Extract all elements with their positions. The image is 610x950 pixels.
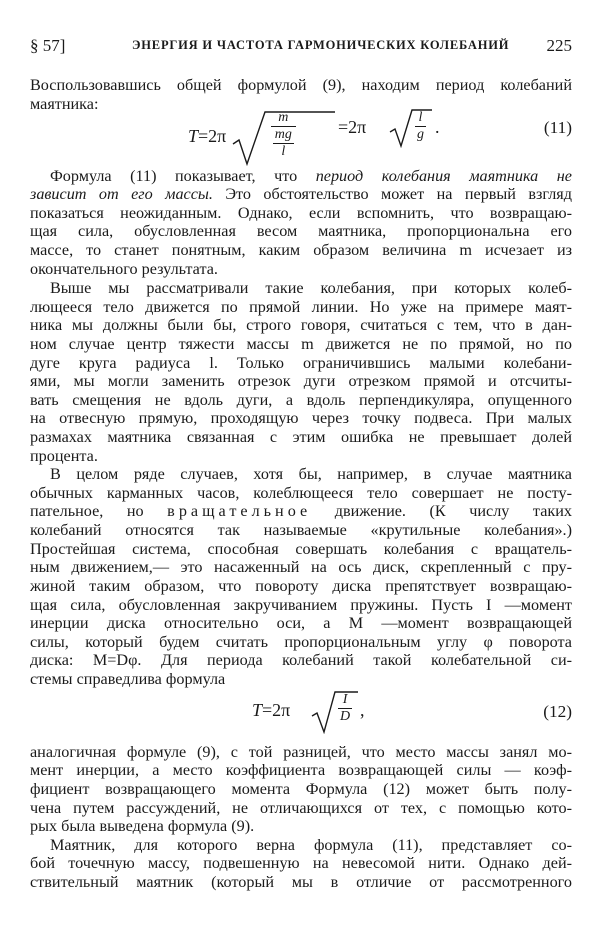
formula-symbol: =	[338, 116, 349, 137]
paragraph-line	[30, 167, 572, 186]
equation-number: (12)	[543, 702, 572, 722]
paragraph-line: инерции диска относительно оси, а M —момент возвращающей	[30, 614, 572, 633]
formula-symbol: T	[252, 700, 263, 721]
formula-symbol: l	[281, 143, 286, 159]
paragraph-line: вать смещения не вдоль дуги, а вдоль перпендикуляра, опущенного	[30, 390, 572, 409]
formula-symbol: l	[418, 110, 423, 126]
square-root	[231, 110, 335, 166]
paragraph-line: ном случае центр тяжести массы m движется не по прямой, но по	[30, 334, 572, 353]
text-run: движение. (К числу таких	[311, 502, 573, 521]
paragraph-line: мент инерции, а место коэффициента возвращающей силы — коэф-	[30, 761, 572, 780]
paragraph-line: ями, мы могли заменить отрезок дуги отрезком прямой и отсчиты-	[30, 372, 572, 391]
formula-symbol: I	[342, 692, 348, 708]
paragraph-line: аналогичная формуле (9), с той разницей, что место массы занял мо-	[30, 742, 572, 761]
paragraph-line: жиной таким образом, что повороту диска препятствует возвращаю-	[30, 576, 572, 595]
paragraph-line: на отвесную прямую, проходящую через точку подвеса. При малых	[30, 409, 572, 428]
intro-line: маятника:	[30, 94, 99, 113]
book-page	[30, 0, 572, 950]
text-run: Формула (11) показывает, что	[50, 166, 316, 185]
page-number: 225	[546, 36, 572, 55]
paragraph-line: стемы справедлива формула	[30, 670, 226, 688]
formula-symbol: D	[340, 709, 351, 725]
paragraph-line: Маятник, для которого верна формула (11), представляет со-	[50, 835, 572, 854]
chapter-title: ЭНЕРГИЯ И ЧАСТОТА ГАРМОНИЧЕСКИХ КОЛЕБАНИЙ	[132, 38, 510, 52]
italic-text: зависит от его массы.	[30, 185, 213, 204]
running-header	[30, 36, 572, 58]
square-root	[388, 108, 432, 148]
equation-number: (11)	[543, 118, 572, 138]
paragraph-line: бой точечную массу, подвешенную на невесомой нити. Однако дей-	[30, 854, 572, 873]
paragraph-line: Простейшая система, способная совершать колебания с вращатель-	[30, 539, 572, 558]
text-run: пательное, но	[30, 502, 168, 521]
paragraph-line: диска: M=Dφ. Для периода колебаний такой колебательной си-	[30, 651, 572, 670]
intro-line: Воспользовавшись общей формулой (9), находим период колебаний	[30, 76, 572, 94]
paragraph-line: ника мы должны были бы, строго говоря, считаться с тем, что в дан-	[30, 316, 572, 335]
paragraph-line: дуге круга радиуса l. Только ограничившись малыми колебани-	[30, 353, 572, 372]
paragraph-line: фициент возвращающего момента Формула (12) может быть полу-	[30, 780, 572, 798]
formula-symbol: .	[435, 116, 440, 137]
paragraph-line: колебаний относятся так называемые «крутильные колебания».)	[30, 521, 572, 540]
formula-symbol: =	[198, 125, 209, 146]
paragraph-line: Выше мы рассматривали такие колебания, при которых колеб-	[50, 279, 572, 298]
paragraph-line	[30, 185, 572, 204]
paragraph-line: щая сила, обусловленная весом маятника, пропорциональна его	[30, 222, 572, 241]
paragraph-line: показаться неожиданным. Однако, если вспомнить, что возвращаю-	[30, 203, 572, 222]
formula-symbol: m	[278, 109, 289, 125]
section-number: § 57]	[30, 36, 66, 55]
paragraph-line: размахах маятника связанная с этим ошибка не превышает долей	[30, 428, 572, 446]
paragraph-line: щая сила, обусловленная закручиванием пружины. Пусть I —момент	[30, 595, 572, 614]
formula-symbol: 2π	[272, 700, 291, 721]
paragraph-line: массе, то станет понятным, каким образом величина m исчезает из	[30, 241, 572, 259]
formula-symbol: g	[417, 127, 424, 143]
formula-symbol: 2π	[208, 125, 227, 146]
formula-symbol: ,	[360, 700, 365, 721]
formula-symbol: =	[262, 700, 273, 721]
formula-symbol: mg	[274, 126, 292, 142]
formula-symbol: 2π	[348, 116, 367, 137]
paragraph-line: окончательного результата.	[30, 259, 218, 278]
paragraph-line: В целом ряде случаев, хотя бы, например, в случае маятника	[50, 465, 572, 484]
paragraph-line: ствительный маятник (который мы в отличие от рассмотренного	[30, 873, 572, 892]
paragraph-line: процента.	[30, 446, 98, 465]
text-run: Это обстоятельство может на первый взгляд	[212, 185, 572, 204]
spaced-emphasis: вращательное	[167, 502, 312, 521]
square-root	[310, 690, 358, 734]
paragraph-line: чена путем рассуждений, не отличающихся от тех, с помощью кото-	[30, 798, 572, 817]
paragraph-line: ным движением,— это насаженный на ось диск, скрепленный с пру-	[30, 558, 572, 577]
formula-symbol: T	[188, 125, 199, 146]
italic-text: период колебания маятника не	[315, 166, 572, 185]
paragraph-line	[30, 502, 572, 521]
paragraph-line: рых была выведена формула (9).	[30, 817, 255, 836]
paragraph-line: обычных карманных часов, колеблющееся тело совершает не посту-	[30, 483, 572, 502]
paragraph-line: лющееся тело движется по прямой линии. Но уже на примере маят-	[30, 297, 572, 316]
paragraph-line: силы, который будем считать пропорциональным углу φ поворота	[30, 632, 572, 651]
